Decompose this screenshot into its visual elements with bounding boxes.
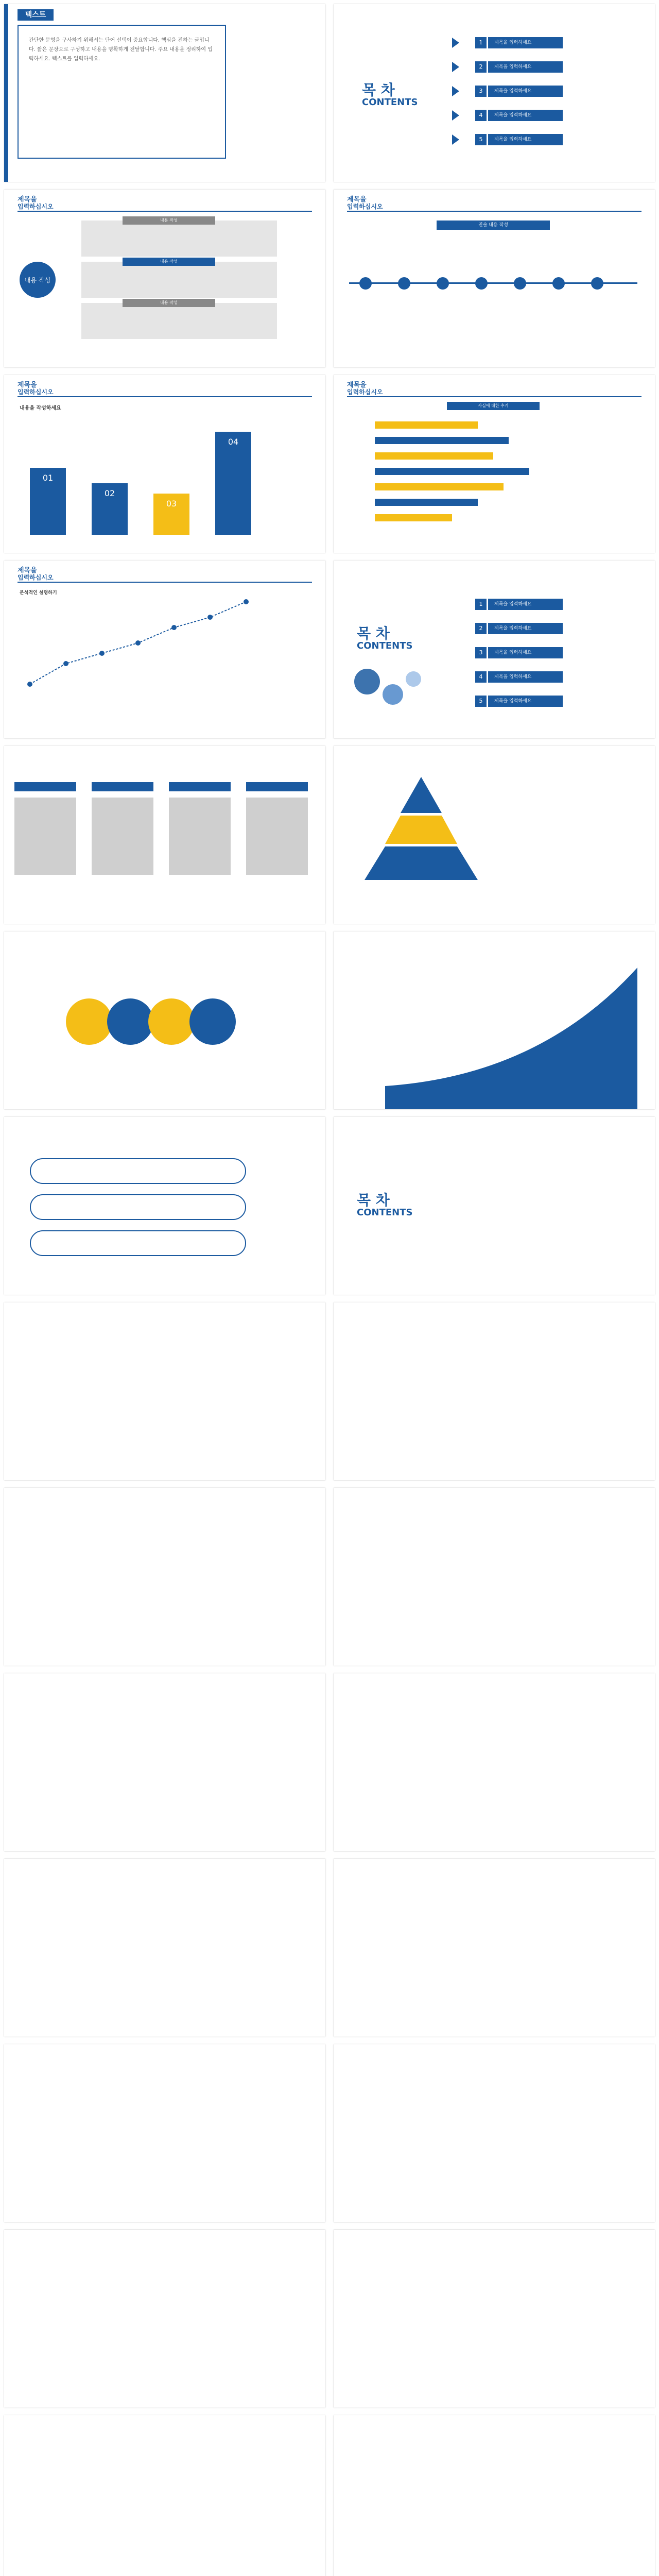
toc-number: 3 (475, 647, 487, 658)
chart-bar: 04 (215, 432, 251, 535)
hexagon-decoration (383, 684, 403, 705)
slide-9 (4, 746, 325, 924)
center-hexagon: 내용 작성 (20, 262, 56, 298)
timeline-node (514, 277, 526, 290)
toc-subtitle: CONTENTS (357, 640, 413, 651)
text-frame: 간단한 문형을 구사하기 위해서는 단어 선택이 중요합니다. 핵심을 전하는 글입니다. 짧은 문장으로 구성하고 내용을 명확하게 전달합니다. 주요 내용을 정리하여 입력하세요. 텍스트를 입력하세요. (18, 25, 226, 159)
slide-15 (4, 1302, 325, 1480)
arrow-icon (452, 38, 459, 48)
slide-title: 제목을 (18, 567, 37, 574)
chart-bar: 03 (153, 494, 189, 535)
timeline-node (475, 277, 488, 290)
toc-item[interactable]: 제목을 입력하세요 (488, 110, 563, 121)
slide-2-toc (334, 4, 655, 182)
toc-item[interactable]: 제목을 입력하세요 (488, 599, 563, 610)
horizontal-bar (375, 421, 478, 429)
text-box (92, 798, 153, 875)
timeline-node (359, 277, 372, 290)
rounded-box (30, 1158, 246, 1184)
slide-13 (4, 1117, 325, 1295)
left-accent (4, 4, 8, 182)
arrow-icon (452, 86, 459, 96)
toc-title: 목 차 (357, 625, 390, 642)
slide-7 (4, 561, 325, 738)
toc-number: 1 (475, 37, 487, 48)
box-header: 내용 작성 (123, 216, 215, 225)
divider (347, 396, 641, 397)
box-header: 내용 작성 (123, 258, 215, 266)
toc-item[interactable]: 제목을 입력하세요 (488, 696, 563, 707)
toc-number: 2 (475, 61, 487, 73)
timeline-node (591, 277, 603, 290)
section-heading: 내용을 작성하세요 (20, 405, 61, 411)
toc-item[interactable]: 제목을 입력하세요 (488, 671, 563, 683)
toc-number: 5 (475, 134, 487, 145)
horizontal-bar (375, 452, 493, 460)
text-box (169, 798, 231, 875)
hexagon-decoration (354, 669, 380, 694)
timeline-node (552, 277, 565, 290)
slide-26 (334, 2230, 655, 2408)
slide-heading: 텍스트 (18, 9, 54, 21)
slide-title: 제목을 (18, 381, 37, 389)
slide-subtitle: 입력하십시오 (18, 203, 54, 210)
rounded-box (30, 1194, 246, 1220)
horizontal-bar (375, 483, 504, 490)
header-bar (169, 782, 231, 791)
slide-5 (4, 375, 325, 553)
toc-item[interactable]: 제목을 입력하세요 (488, 647, 563, 658)
divider (18, 396, 312, 397)
slide-10 (334, 746, 655, 924)
toc-title: 목 차 (357, 1192, 390, 1209)
circle-node (66, 998, 112, 1045)
text-box (14, 798, 76, 875)
header-bar: 사실에 대한 추기 (447, 402, 540, 410)
slide-6 (334, 375, 655, 553)
slide-12 (334, 931, 655, 1109)
slide-subtitle: 입력하십시오 (347, 203, 383, 210)
text-box (246, 798, 308, 875)
arrow-icon (452, 62, 459, 72)
section-heading: 분석적인 설명하기 (20, 590, 57, 596)
toc-number: 2 (475, 623, 487, 634)
slide-subtitle: 입력하십시오 (18, 388, 54, 396)
arrow-icon (452, 110, 459, 121)
slide-16 (334, 1302, 655, 1480)
slide-4 (334, 190, 655, 367)
circle-node (148, 998, 195, 1045)
pyramid-chart (334, 746, 655, 924)
content-box (81, 221, 277, 257)
slide-28 (334, 2415, 655, 2576)
timeline-node (398, 277, 410, 290)
slide-8-toc (334, 561, 655, 738)
slide-subtitle: 입력하십시오 (347, 388, 383, 396)
content-box (81, 303, 277, 339)
toc-number: 1 (475, 599, 487, 610)
header-bar (246, 782, 308, 791)
horizontal-bar (375, 468, 529, 475)
divider (18, 211, 312, 212)
toc-number: 4 (475, 110, 487, 121)
toc-item[interactable]: 제목을 입력하세요 (488, 134, 563, 145)
slide-25 (4, 2230, 325, 2408)
slide-14-toc (334, 1117, 655, 1295)
horizontal-bar (375, 514, 452, 521)
slide-18 (334, 1488, 655, 1666)
line-chart (4, 561, 325, 738)
chart-bar: 02 (92, 483, 128, 535)
slide-19 (4, 1673, 325, 1851)
toc-number: 5 (475, 696, 487, 707)
timeline-node (437, 277, 449, 290)
toc-subtitle: CONTENTS (362, 97, 418, 108)
arrow-icon (452, 134, 459, 145)
slide-22 (334, 1859, 655, 2037)
horizontal-bar (375, 499, 478, 506)
horizontal-bar (375, 437, 509, 444)
toc-subtitle: CONTENTS (357, 1207, 413, 1218)
toc-item[interactable]: 제목을 입력하세요 (488, 623, 563, 634)
header-bar: 진술 내용 작성 (437, 221, 550, 230)
slide-23 (4, 2044, 325, 2222)
rounded-box (30, 1230, 246, 1256)
slide-title: 제목을 (18, 196, 37, 204)
toc-number: 3 (475, 86, 487, 97)
content-box (81, 262, 277, 298)
slide-21 (4, 1859, 325, 2037)
chart-bar: 01 (30, 468, 66, 535)
slide-11 (4, 931, 325, 1109)
circle-node (189, 998, 236, 1045)
circle-node (107, 998, 153, 1045)
box-header: 내용 작성 (123, 299, 215, 307)
toc-item[interactable]: 제목을 입력하세요 (488, 37, 563, 48)
header-bar (92, 782, 153, 791)
slide-17 (4, 1488, 325, 1666)
slide-title: 제목을 (347, 381, 367, 389)
toc-item[interactable]: 제목을 입력하세요 (488, 61, 563, 73)
toc-item[interactable]: 제목을 입력하세요 (488, 86, 563, 97)
slide-24 (334, 2044, 655, 2222)
slide-subtitle: 입력하십시오 (18, 574, 54, 581)
toc-title: 목 차 (362, 81, 395, 98)
hexagon-decoration (406, 671, 421, 687)
slide-1 (4, 4, 325, 182)
toc-number: 4 (475, 671, 487, 683)
slide-3 (4, 190, 325, 367)
slide-20 (334, 1673, 655, 1851)
curve-chart (334, 931, 655, 1109)
divider (347, 211, 641, 212)
header-bar (14, 782, 76, 791)
slide-title: 제목을 (347, 196, 367, 204)
slide-27 (4, 2415, 325, 2576)
